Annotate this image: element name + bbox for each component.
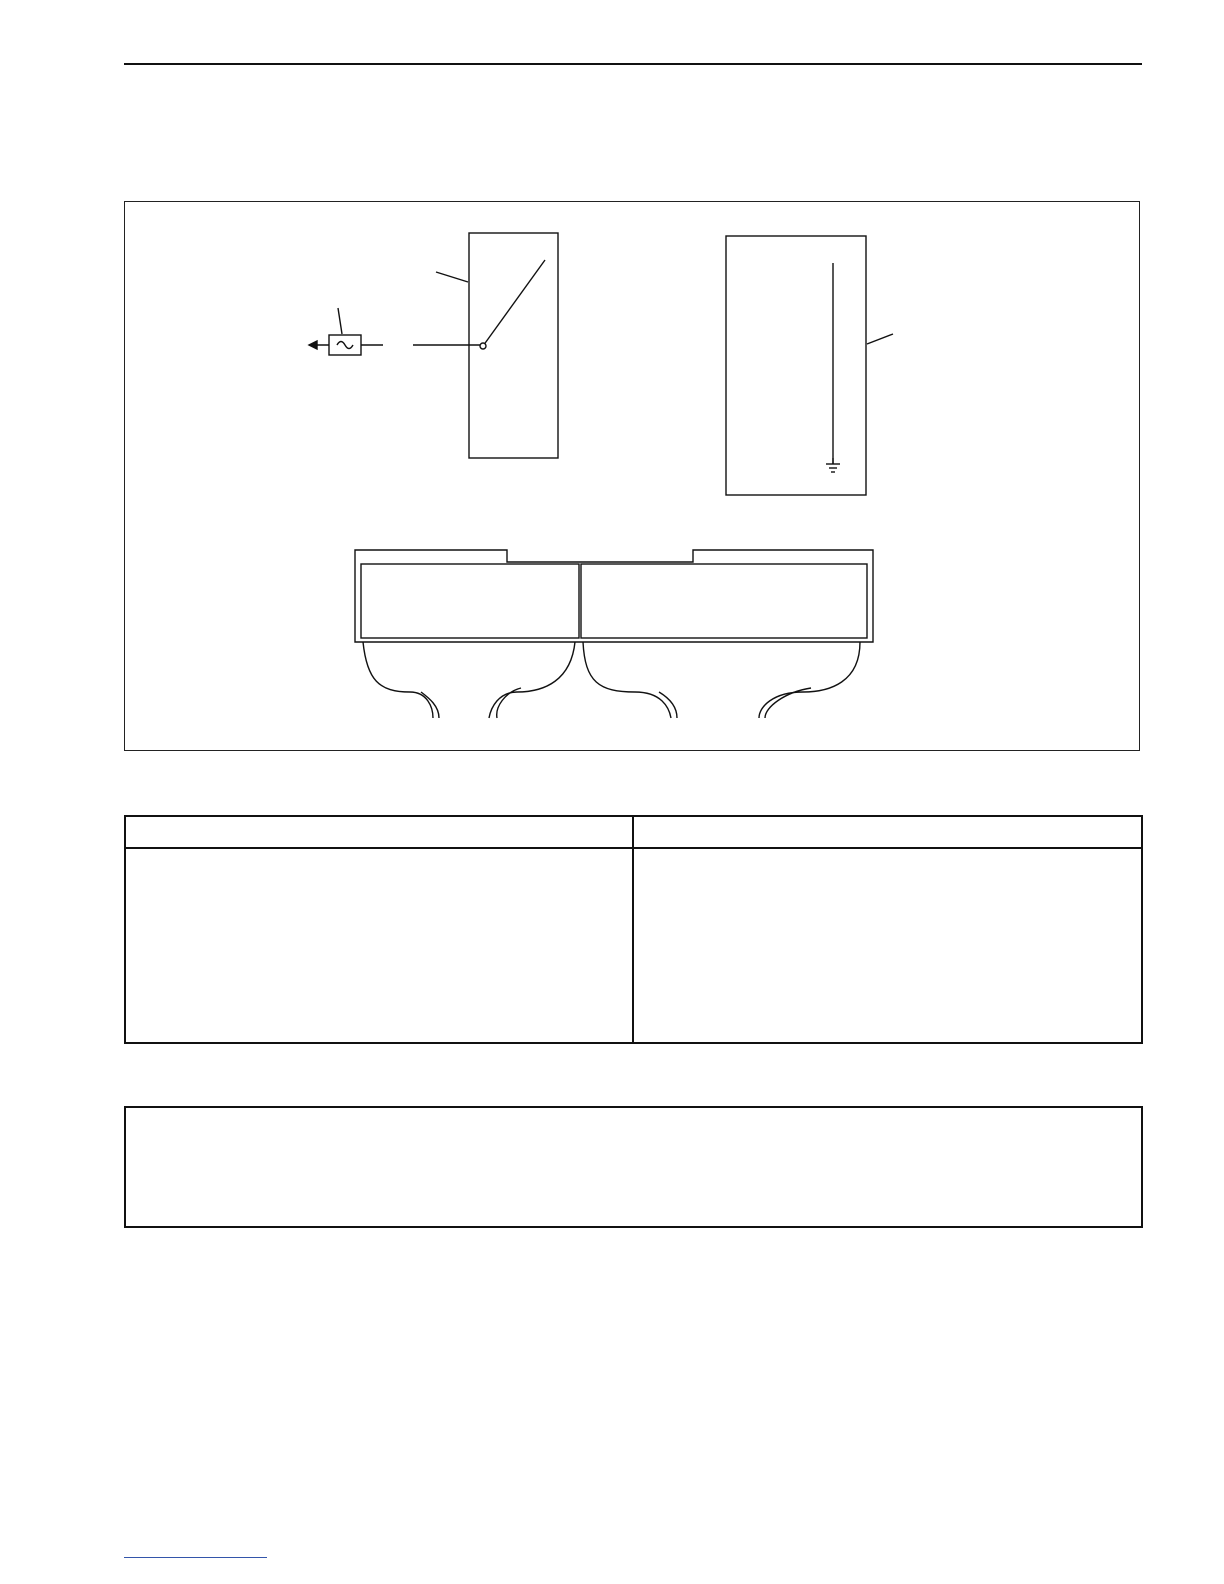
connector-e202-body	[581, 564, 867, 638]
info-table-column-divider	[632, 817, 634, 1042]
control-module-box	[726, 236, 866, 495]
wiring-diagram-figure	[124, 201, 1140, 751]
callout-3-leader	[338, 308, 342, 334]
footer-link-rule	[124, 1557, 267, 1558]
callout-2-leader	[436, 272, 468, 282]
info-table	[124, 815, 1143, 1044]
connector-e203-body	[361, 564, 579, 638]
harness-wire-6	[659, 692, 677, 718]
switch-contact-arm	[483, 260, 545, 346]
header-rule	[124, 63, 1142, 65]
harness-wire-7	[759, 642, 860, 718]
fuse-element	[337, 342, 353, 349]
callout-1-leader	[867, 334, 893, 344]
switch-pivot	[480, 343, 486, 349]
harness-wire-1	[363, 642, 433, 718]
arrow-to-4	[309, 341, 317, 349]
harness-wire-5	[583, 642, 671, 718]
note-box	[124, 1106, 1143, 1228]
wiring-diagram	[125, 202, 1141, 752]
harness-wire-3	[489, 642, 575, 718]
